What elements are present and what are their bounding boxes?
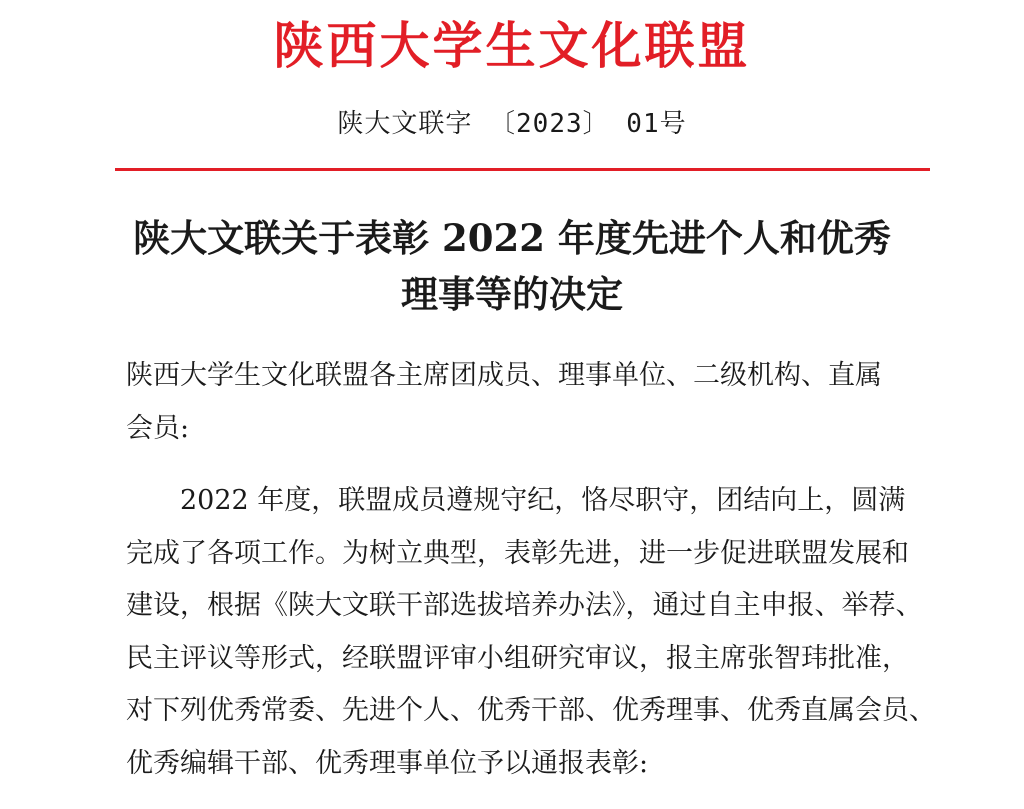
salutation-line: 陕西大学生文化联盟各主席团成员、理事单位、二级机构、直属	[126, 360, 882, 391]
paragraph-line: 对下列优秀常委、先进个人、优秀干部、优秀理事、优秀直属会员、	[126, 695, 936, 726]
document-number: 陕大文联字 〔2023〕 01号	[337, 109, 687, 139]
paragraph-line: 建设，根据《陕大文联干部选拔培养办法》，通过自主申报、举荐、	[126, 590, 923, 621]
paragraph-line: 民主评议等形式，经联盟评审小组研究审议，报主席张智玮批准，	[126, 642, 909, 674]
document-body	[126, 350, 936, 790]
document-title-line: 陕大文联关于表彰 2022 年度先进个人和优秀	[133, 216, 891, 260]
paragraph-line: 优秀编辑干部、优秀理事单位予以通报表彰:	[126, 747, 649, 779]
document-title-line: 理事等的决定	[401, 272, 623, 316]
paragraph-line: 完成了各项工作。为树立典型，表彰先进，进一步促进联盟发展和	[126, 537, 909, 569]
paragraph-line: 2022 年度，联盟成员遵规守纪，恪尽职守，团结向上，圆满	[180, 485, 906, 516]
salutation-line: 会员:	[126, 412, 190, 444]
paragraph-gap	[126, 455, 926, 475]
red-divider-line	[115, 168, 930, 171]
document-title	[80, 210, 944, 322]
organization-header: 陕西大学生文化联盟	[273, 16, 751, 75]
